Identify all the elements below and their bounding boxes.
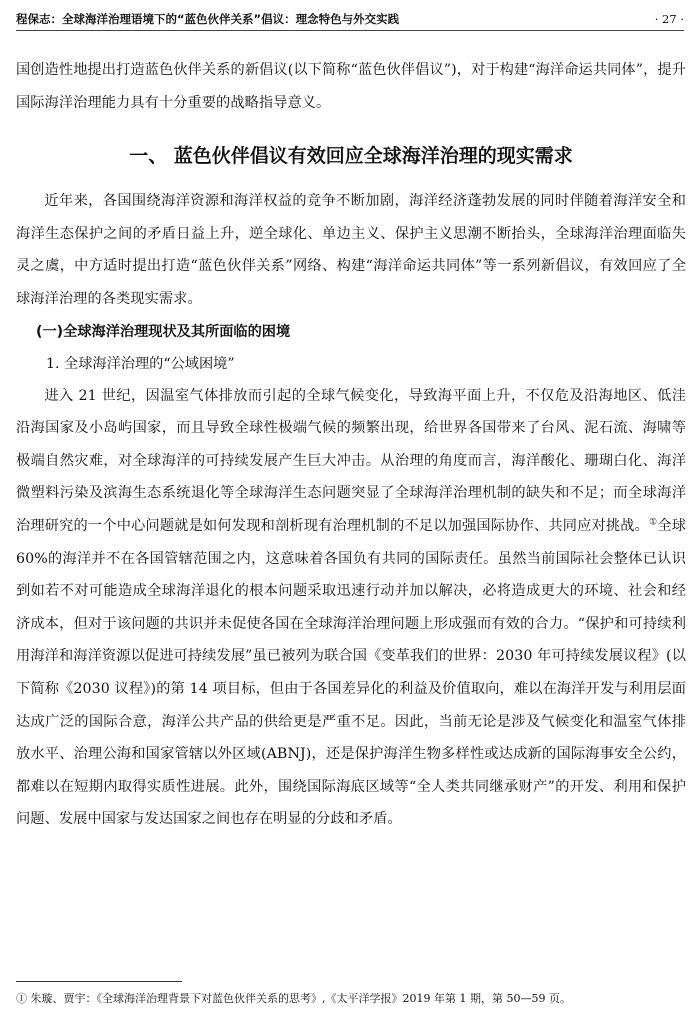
intro-paragraph: 国创造性地提出打造蓝色伙伴关系的新倡议(以下简称“蓝色伙伴倡议”)，对于构建“海洋命运共同体”，提升国际海洋治理能力具有十分重要的战略指导意义。	[16, 62, 686, 111]
main-paragraph	[16, 380, 686, 836]
running-title: 程保志：全球海洋治理语境下的“蓝色伙伴关系”倡议：理念特色与外交实践	[16, 12, 400, 26]
footnote: ① 朱璇、贾宇：《全球海洋治理背景下对蓝色伙伴关系的思考》,《太平洋学报》2019 年第 1 期，第 50—59 页。	[16, 992, 571, 1005]
page-number: · 27 ·	[654, 12, 684, 26]
subsubsection-heading: 1. 全球海洋治理的“公域困境”	[46, 355, 235, 372]
subsection-heading: (一)全球海洋治理现状及其所面临的困境	[36, 323, 291, 340]
main-paragraph-part2: 全球 60%的海洋并不在各国管辖范围之内，这意味着各国负有共同的国际责任。虽然当前国际社会整体已认识到如若不对可能造成全球海洋退化的根本问题采取迅速行动并加以解决，必将造成更大的环境、社会和经济成本，但对于该问题的共识并未促使各国在全球海洋治理问题上形成强而有效的合力。“保护和可持续利用海洋和海洋资源以促进可持续发展”虽已被列为联合国《变革我们的世界：2030 年可持续发展议程》(以下简称《2030 议程》)的第 14 项目标，但由于各国差异化的利益及价值取向，难以在海洋开发与利用层面达成广泛的国际合意，海洋公共产品的供给更是严重不足。因此，当前无论是涉及气候变化和温室气体排放水平、治理公海和国家管辖以外区域(ABNJ)，还是保护海洋生物多样性或达成新的国际海事安全公约，都难以在短期内取得实质性进展。此外，围绕国际海底区域等“全人类共同继承财产”的开发、利用和保护问题、发展中国家与发达国家之间也存在明显的分歧和矛盾。	[16, 517, 687, 828]
footnote-divider	[16, 981, 182, 982]
article-body	[16, 54, 686, 836]
section-paragraph: 近年来，各国围绕海洋资源和海洋权益的竞争不断加剧，海洋经济蓬勃发展的同时伴随着海洋安全和海洋生态保护之间的矛盾日益上升，逆全球化、单边主义、保护主义思潮不断抬头，全球海洋治理面临失灵之虞，中方适时提出打造“蓝色伙伴关系”网络、构建“海洋命运共同体”等一系列新倡议，有效回应了全球海洋治理的各类现实需求。	[16, 193, 686, 307]
section-heading: 一、 蓝色伙伴倡议有效回应全球海洋治理的现实需求	[129, 145, 573, 168]
running-header	[16, 8, 684, 31]
main-paragraph-part1: 进入 21 世纪，因温室气体排放而引起的全球气候变化，导致海平面上升，不仅危及沿海地区、低洼沿海国家及小岛屿国家，而且导致全球性极端气候的频繁出现，给世界各国带来了台风、泥石流、海啸等极端自然灾难，对全球海洋的可持续发展产生巨大冲击。从治理的角度而言，海洋酸化、珊瑚白化、海洋微塑料污染及滨海生态系统退化等全球海洋生态问题突显了全球海洋治理机制的缺失和不足；而全球海洋治理研究的一个中心问题就是如何发现和剖析现有治理机制的不足以加强国际协作、共同应对挑战。	[16, 387, 686, 534]
footnote-marker[interactable]: ①	[649, 517, 658, 528]
